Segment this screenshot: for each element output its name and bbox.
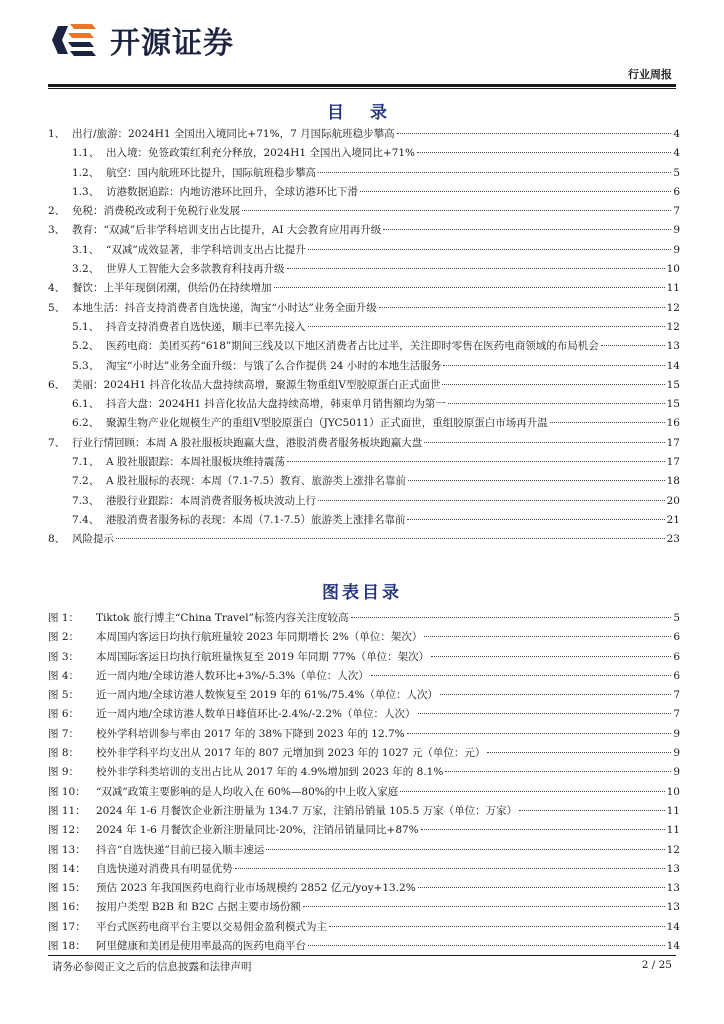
toc-entry-num: 7.4、	[72, 513, 100, 526]
toc-entry-num: 6.1、	[72, 398, 100, 411]
toc-entry[interactable]	[48, 473, 680, 492]
toc-entry-num: 3、	[48, 224, 66, 237]
dot-leader	[440, 694, 671, 695]
toc-entry-page: 14	[666, 359, 680, 372]
toc-entry-page: 10	[666, 263, 680, 276]
figure-entry-num: 图 11：	[48, 804, 86, 817]
toc-entry-num: 2、	[48, 205, 66, 218]
dot-leader	[418, 887, 665, 888]
dot-leader	[550, 422, 665, 423]
figure-entry-title: 自选快递对消费具有明显优势	[96, 862, 233, 875]
toc-entry[interactable]	[48, 145, 680, 164]
toc-entry-title: 餐饮：上半年现倒闭潮，供给仍在持续增加	[72, 282, 272, 295]
figure-entry[interactable]	[48, 745, 680, 764]
toc-entry-page: 21	[666, 513, 680, 526]
toc-entry-page: 7	[673, 205, 680, 218]
toc-entry-page: 12	[666, 320, 680, 333]
toc-entry[interactable]	[48, 493, 680, 512]
toc-entry[interactable]	[48, 435, 680, 454]
toc-entry-title: 港股消费者服务标的表现：本周（7.1-7.5）旅游类上涨排名靠前	[106, 513, 406, 526]
toc-entry[interactable]	[48, 396, 680, 415]
figure-entry-page: 7	[673, 689, 680, 702]
toc-entry[interactable]	[48, 415, 680, 434]
figure-entry-num: 图 14：	[48, 862, 86, 875]
figure-entry[interactable]	[48, 629, 680, 648]
toc-entry-num: 1.2、	[72, 166, 100, 179]
figure-entry-page: 13	[666, 882, 680, 895]
toc-entry-title: 出行/旅游：2024H1 全国出入境同比+71%，7 月国际航班稳步攀高	[72, 128, 395, 140]
toc-entry-page: 12	[666, 301, 680, 314]
figure-entry[interactable]	[48, 880, 680, 899]
toc-entry-num: 7、	[48, 436, 66, 449]
toc-entry[interactable]	[48, 280, 680, 299]
figure-entry-title: 本周国内客运日均执行航班量较 2023 年同期增长 2%（单位：架次）	[96, 631, 423, 644]
figure-entry-title: 校外非学科类培训的支出占比从 2017 年的 4.9%增加到 2023 年的 8.1%	[96, 766, 444, 779]
toc-entry-num: 5.2、	[72, 340, 100, 353]
figure-list	[48, 610, 680, 957]
dot-leader	[116, 538, 665, 539]
figure-entry-num: 图 1：	[48, 612, 80, 624]
figure-entry-page: 7	[673, 708, 680, 721]
figure-entry-num: 图 18：	[48, 940, 86, 953]
dot-leader	[407, 733, 672, 734]
figure-entry-page: 9	[673, 727, 680, 740]
toc-entry-num: 3.1、	[72, 243, 100, 256]
figure-entry[interactable]	[48, 610, 680, 629]
dot-leader	[266, 849, 664, 850]
toc-entry-title: 美丽：2024H1 抖音化妆品大盘持续高增，聚源生物重组Ⅴ型胶原蛋白正式面世	[72, 378, 441, 391]
footer-rule	[48, 955, 676, 956]
toc-entry[interactable]	[48, 222, 680, 241]
toc-entry[interactable]	[48, 531, 680, 550]
dot-leader	[379, 307, 665, 308]
dot-leader	[400, 791, 664, 792]
figure-entry-page: 10	[666, 785, 680, 798]
dot-leader	[424, 442, 664, 443]
toc-entry-title: 行业行情回顾：本周 A 股社服板块跑赢大盘，港股消费者服务板块跑赢大盘	[72, 436, 423, 449]
figure-entry-title: 平台式医药电商平台主要以交易佣金盈利模式为主	[96, 920, 327, 933]
toc-entry[interactable]	[48, 261, 680, 280]
dot-leader	[287, 461, 665, 462]
figure-entry-page: 9	[673, 766, 680, 779]
figure-entry-num: 图 15：	[48, 882, 86, 895]
toc-entry-title: 港股行业跟踪：本周消费者服务板块波动上行	[106, 494, 316, 507]
figure-entry-page: 6	[673, 669, 680, 682]
figure-entry-title: 近一周内地/全球访港人数单日峰值环比-2.4%/-2.2%（单位：人次）	[96, 708, 416, 721]
figure-entry-page: 11	[666, 824, 680, 837]
header-rule-thin	[48, 88, 676, 89]
dot-leader	[360, 191, 671, 192]
toc-entry-num: 1.3、	[72, 185, 100, 198]
dot-leader	[308, 945, 665, 946]
dot-leader	[397, 133, 672, 134]
toc-entry-title: 抖音大盘：2024H1 抖音化妆品大盘持续高增，韩束单月销售额均为第一	[106, 398, 446, 411]
toc-entry-num: 7.3、	[72, 494, 100, 507]
dot-leader	[417, 152, 671, 153]
figure-entry-num: 图 13：	[48, 843, 86, 856]
toc-entry[interactable]	[48, 300, 680, 319]
figure-entry-title: 近一周内地/全球访港人数恢复至 2019 年的 61%/75.4%（单位：人次）	[96, 689, 439, 702]
dot-leader	[442, 384, 664, 385]
figure-entry-num: 图 7：	[48, 727, 80, 740]
dot-leader	[242, 210, 671, 211]
toc-entry-page: 4	[673, 128, 680, 140]
dot-leader	[383, 229, 671, 230]
dot-leader	[308, 249, 672, 250]
figure-entry-num: 图 16：	[48, 901, 86, 914]
dot-leader	[421, 829, 665, 830]
figure-entry[interactable]	[48, 861, 680, 880]
figure-entry-page: 14	[666, 940, 680, 953]
figure-list-heading: 图表目录	[322, 583, 402, 603]
dot-leader	[487, 752, 671, 753]
figure-entry[interactable]	[48, 784, 680, 803]
company-logo	[52, 20, 234, 60]
figure-entry-page: 5	[673, 612, 680, 624]
header-rule	[48, 84, 676, 87]
toc-entry-num: 8、	[48, 533, 66, 546]
toc-entry[interactable]	[48, 203, 680, 222]
dot-leader	[445, 771, 671, 772]
toc-entry-num: 7.1、	[72, 456, 100, 469]
figure-entry-num: 图 6：	[48, 708, 80, 721]
toc-entry-title: 本地生活：抖音支持消费者自选快递，淘宝“小时达”业务全面升级	[72, 301, 377, 314]
dot-leader	[287, 268, 665, 269]
toc-entry-title: 抖音支持消费者自选快递，顺丰已率先接入	[106, 320, 306, 333]
dot-leader	[407, 519, 664, 520]
figure-entry-page: 11	[666, 804, 680, 817]
figure-entry[interactable]	[48, 803, 680, 822]
dot-leader	[448, 403, 665, 404]
toc-entry-page: 23	[666, 533, 680, 546]
figure-entry-title: 阿里健康和美团是使用率最高的医药电商平台	[96, 940, 306, 953]
toc-entry-num: 3.2、	[72, 263, 100, 276]
figure-entry-title: 按用户类型 B2B 和 B2C 占据主要市场份额	[96, 901, 301, 914]
toc-entry[interactable]	[48, 126, 680, 145]
toc-entry-num: 1、	[48, 128, 66, 140]
figure-entry-title: 预估 2023 年我国医药电商行业市场规模约 2852 亿元/yoy+13.2%	[96, 882, 416, 895]
figure-entry-num: 图 5：	[48, 689, 80, 702]
dot-leader	[318, 172, 671, 173]
logo-text: 开源证券	[110, 26, 234, 61]
toc-entry-page: 13	[666, 340, 680, 353]
toc-entry-num: 5.1、	[72, 320, 100, 333]
toc-entry[interactable]	[48, 358, 680, 377]
figure-entry[interactable]	[48, 706, 680, 725]
dot-leader	[274, 287, 665, 288]
toc-entry[interactable]	[48, 512, 680, 531]
figure-entry-num: 图 2：	[48, 631, 80, 644]
toc-entry[interactable]	[48, 184, 680, 203]
toc-entry-page: 9	[673, 224, 680, 237]
toc-entry-page: 20	[666, 494, 680, 507]
toc-entry-title: A 股社服标的表现：本周（7.1-7.5）教育、旅游类上涨排名靠前	[106, 475, 406, 488]
figure-entry-title: 2024 年 1-6 月餐饮企业新注册量同比-20%，注销吊销量同比+87%	[96, 824, 419, 837]
figure-entry-page: 13	[666, 901, 680, 914]
toc-entry-page: 17	[666, 456, 680, 469]
toc-entry-title: A 股社服跟踪：本周社服板块维持震荡	[106, 456, 285, 469]
figure-entry-page: 6	[673, 631, 680, 644]
toc-entry[interactable]	[48, 319, 680, 338]
figure-entry-title: 2024 年 1-6 月餐饮企业新注册量为 134.7 万家，注销吊销量 105.5 万家（单位：万家）	[96, 804, 518, 817]
page-number: 2 / 25	[641, 959, 672, 971]
toc-entry-page: 11	[666, 282, 680, 295]
toc-entry-page: 4	[673, 147, 680, 160]
toc-entry-title: 免税：消费税改或利于免税行业发展	[72, 205, 240, 218]
dot-leader	[601, 345, 665, 346]
toc-entry-title: 出入境：免签政策红利充分释放，2024H1 全国出入境同比+71%	[106, 147, 416, 160]
toc-entry-title: 医药电商：美团买药“618”期间三线及以下地区消费者占比过半，关注即时零售在医药电商领域的布局机会	[106, 340, 599, 353]
figure-entry-title: 本周国际客运日均执行航班量恢复至 2019 年同期 77%（单位：架次）	[96, 650, 430, 663]
figure-entry-page: 6	[673, 650, 680, 663]
toc-entry-num: 6、	[48, 378, 66, 391]
dot-leader	[308, 326, 665, 327]
figure-entry-title: “双减”政策主要影响的是人均收入在 60%—80%的中上收入家庭	[96, 785, 399, 798]
figure-entry[interactable]	[48, 726, 680, 745]
toc-entry-title: “双减”成效显著，非学科培训支出占比提升	[106, 243, 306, 256]
toc-entry-title: 淘宝“小时达”业务全面升级：与饿了么合作提供 24 小时的本地生活服务	[106, 359, 442, 372]
figure-entry-page: 9	[673, 747, 680, 760]
dot-leader	[351, 617, 672, 618]
dot-leader	[424, 636, 671, 637]
dot-leader	[371, 675, 672, 676]
toc-entry-title: 风险提示	[72, 533, 114, 546]
dot-leader	[408, 480, 665, 481]
footer-disclaimer: 请务必参阅正文之后的信息披露和法律声明	[52, 961, 252, 973]
toc-entry-title: 访港数据追踪：内地访港环比回升，全球访港环比下滑	[106, 185, 358, 198]
figure-entry[interactable]	[48, 687, 680, 706]
figure-entry-page: 12	[666, 843, 680, 856]
toc-entry[interactable]	[48, 454, 680, 473]
toc-entry-num: 7.2、	[72, 475, 100, 488]
toc-heading: 目 录	[327, 103, 397, 123]
dot-leader	[303, 906, 665, 907]
figure-entry[interactable]	[48, 649, 680, 668]
dot-leader	[418, 713, 672, 714]
toc-entry-num: 4、	[48, 282, 66, 295]
dot-leader	[318, 500, 665, 501]
figure-entry[interactable]	[48, 668, 680, 687]
figure-entry[interactable]	[48, 822, 680, 841]
toc-entry-page: 17	[666, 436, 680, 449]
figure-entry[interactable]	[48, 764, 680, 783]
figure-entry-title: Tiktok 旅行博主“China Travel”标签内容关注度较高	[96, 612, 349, 624]
toc-entry-title: 航空：国内航班环比提升，国际航班稳步攀高	[106, 166, 316, 179]
toc-entry[interactable]	[48, 165, 680, 184]
toc-entry-page: 5	[673, 166, 680, 179]
figure-entry-title: 抖音“自选快递”目前已接入顺丰速运	[96, 843, 265, 856]
figure-entry-title: 校外学科培训参与率由 2017 年的 38%下降到 2023 年的 12.7%	[96, 727, 405, 740]
figure-entry-page: 14	[666, 920, 680, 933]
figure-entry-title: 近一周内地/全球访港人数环比+3%/-5.3%（单位：人次）	[96, 669, 369, 682]
toc-entry-num: 1.1、	[72, 147, 100, 160]
kaiyuan-logo-icon	[52, 20, 104, 60]
toc-entry-page: 18	[666, 475, 680, 488]
dot-leader	[431, 656, 671, 657]
figure-entry-num: 图 12：	[48, 824, 86, 837]
figure-entry[interactable]	[48, 842, 680, 861]
figure-entry-num: 图 4：	[48, 669, 80, 682]
figure-entry[interactable]	[48, 919, 680, 938]
figure-entry-num: 图 8：	[48, 747, 80, 760]
toc-entry-num: 6.2、	[72, 417, 100, 430]
toc-entry-title: 聚源生物产业化规模生产的重组Ⅴ型胶原蛋白（JYC5011）正式面世，重组胶原蛋白市场再升温	[106, 417, 548, 430]
table-of-contents	[48, 126, 680, 551]
toc-entry-title: 世界人工智能大会多款教育科技再升级	[106, 263, 285, 276]
figure-entry-num: 图 3：	[48, 650, 80, 663]
report-type-label: 行业周报	[628, 68, 672, 81]
dot-leader	[235, 868, 665, 869]
figure-entry[interactable]	[48, 899, 680, 918]
toc-entry[interactable]	[48, 338, 680, 357]
toc-entry[interactable]	[48, 242, 680, 261]
toc-entry-page: 15	[666, 398, 680, 411]
figure-entry-num: 图 17：	[48, 920, 86, 933]
toc-entry-page: 6	[673, 185, 680, 198]
dot-leader	[519, 810, 665, 811]
figure-entry-page: 13	[666, 862, 680, 875]
toc-entry[interactable]	[48, 377, 680, 396]
toc-entry-title: 教育：“双减”后非学科培训支出占比提升，AI 大会教育应用再升级	[72, 224, 382, 237]
toc-entry-page: 16	[666, 417, 680, 430]
figure-entry-num: 图 9：	[48, 766, 80, 779]
figure-entry-num: 图 10：	[48, 785, 86, 798]
dot-leader	[443, 365, 664, 366]
toc-entry-num: 5.3、	[72, 359, 100, 372]
toc-entry-page: 15	[666, 378, 680, 391]
toc-entry-num: 5、	[48, 301, 66, 314]
figure-entry-title: 校外非学科平均支出从 2017 年的 807 元增加到 2023 年的 1027 元（单位：元）	[96, 747, 486, 760]
dot-leader	[329, 926, 665, 927]
toc-entry-page: 9	[673, 243, 680, 256]
